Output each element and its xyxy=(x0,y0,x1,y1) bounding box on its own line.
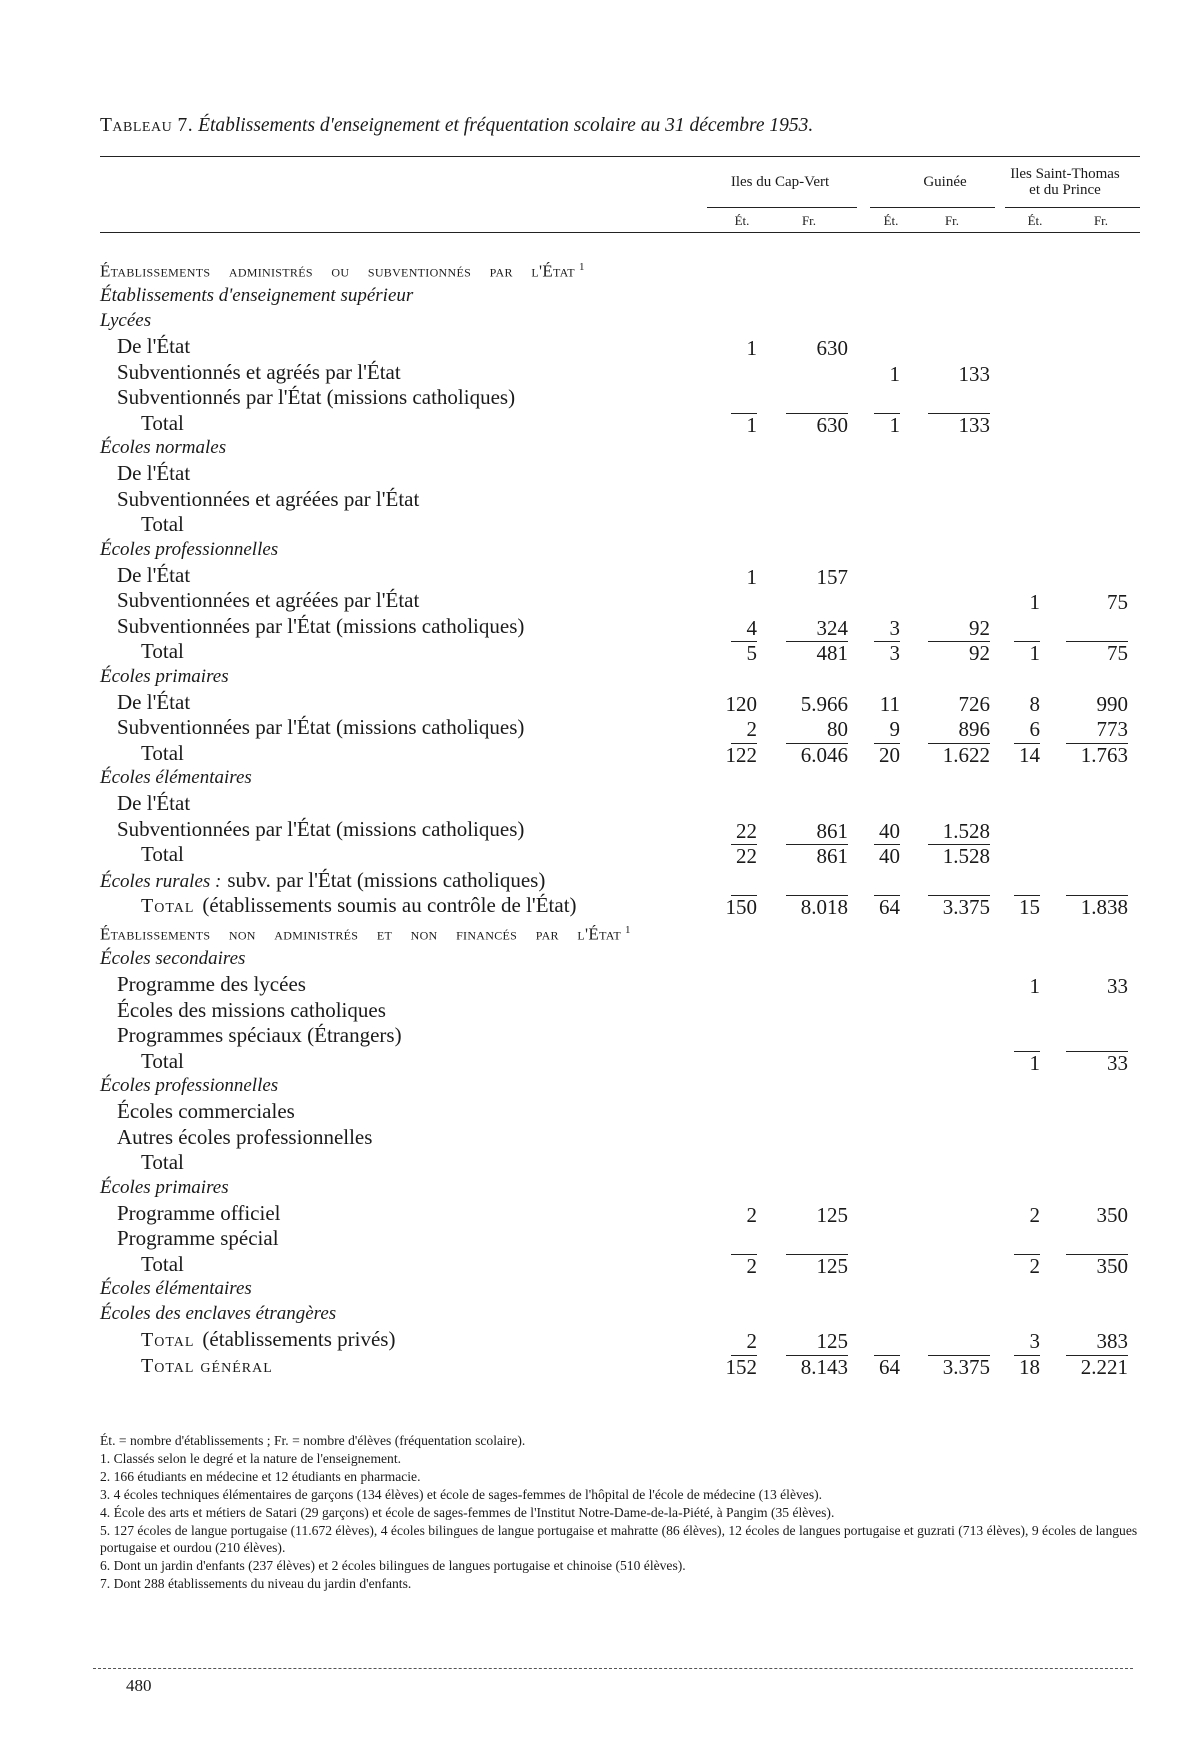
item-label: Subventionnées et agréées par l'État xyxy=(117,588,420,612)
cell-ét-3: 1 xyxy=(1029,590,1040,614)
total-label: Total xyxy=(141,1048,184,1073)
item-label: De l'État xyxy=(117,689,191,714)
cell-ét-2: 3 xyxy=(889,615,900,640)
cell-ét-2: 1 xyxy=(889,361,900,386)
cell-ét-2: 64 xyxy=(879,1354,900,1379)
cell-fr-3: 773 xyxy=(1096,717,1128,741)
cell-fr-1: 324 xyxy=(816,615,848,640)
cell-ét-3: 2 xyxy=(1029,1253,1040,1278)
cell-fr-1: 6.046 xyxy=(800,742,848,767)
footnote-ref: 1 xyxy=(625,924,631,936)
category-label-rest: subv. par l'État (missions catholiques) xyxy=(227,867,546,892)
cell-ét-3: 1 xyxy=(1029,641,1040,665)
category-label: Écoles professionnelles xyxy=(100,538,279,560)
cell-fr-2: 726 xyxy=(958,691,990,716)
footnote: 7. Dont 288 établissements du niveau du jardin d'enfants. xyxy=(100,1576,412,1591)
category-label: Lycées xyxy=(100,310,152,331)
item-label: De l'État xyxy=(117,334,191,358)
item-label: Subventionnés par l'État (missions catholiques) xyxy=(117,385,516,409)
page-number: 480 xyxy=(126,1676,152,1695)
item-label: Programmes spéciaux (Étrangers) xyxy=(117,1023,402,1047)
cell-fr-1: 5.966 xyxy=(800,691,848,716)
grand-total-word: Total xyxy=(141,1329,195,1351)
item-label: Subventionnées par l'État (missions catholiques) xyxy=(117,715,525,739)
category-label-italic: Écoles rurales : xyxy=(100,870,222,892)
cell-fr-2: 3.375 xyxy=(942,894,990,919)
cell-ét-3: 1 xyxy=(1029,1050,1040,1075)
category-label: Écoles primaires xyxy=(100,1176,229,1198)
cell-ét-2: 40 xyxy=(879,844,900,868)
sub-header-fr-2: Fr. xyxy=(944,213,960,228)
grand-total-word: Total xyxy=(141,894,195,917)
header-saint-thomas-1: Iles Saint-Thomas xyxy=(1010,166,1120,182)
cell-ét-2: 1 xyxy=(889,412,900,437)
cell-ét-2: 40 xyxy=(879,818,900,843)
section-label: Établissements administrés ou subventionnés par l'État xyxy=(100,261,575,281)
cell-ét-1: 120 xyxy=(725,691,757,716)
item-label: Écoles des missions catholiques xyxy=(117,997,386,1022)
cell-fr-3: 33 xyxy=(1107,1050,1128,1075)
cell-ét-2: 9 xyxy=(889,717,900,741)
item-label: Écoles commerciales xyxy=(117,1099,295,1123)
category-label: Écoles secondaires xyxy=(100,948,246,969)
cell-ét-1: 122 xyxy=(725,742,757,767)
item-label: Programme spécial xyxy=(117,1226,279,1250)
table-title-lead: Tableau 7. xyxy=(100,115,194,136)
cell-fr-1: 125 xyxy=(816,1202,848,1227)
cell-ét-1: 2 xyxy=(746,717,757,741)
cell-ét-1: 150 xyxy=(725,894,757,919)
item-label: De l'État xyxy=(117,461,191,485)
cell-fr-3: 75 xyxy=(1107,641,1128,665)
grand-total-qualifier: (établissements soumis au contrôle de l'État) xyxy=(202,892,577,917)
item-label: Subventionnées par l'État (missions catholiques) xyxy=(117,613,525,638)
footnote: 6. Dont un jardin d'enfants (237 élèves) et 2 écoles bilingues de langues portugaise et chinoise (510 élèves). xyxy=(100,1558,686,1573)
cell-ét-3: 3 xyxy=(1029,1329,1040,1353)
category-label: Écoles des enclaves étrangères xyxy=(100,1303,337,1324)
sub-header-et-1: Ét. xyxy=(734,213,750,228)
header-group-rule-3 xyxy=(1005,207,1140,208)
section-label: Établissements non administrés et non financés par l'État xyxy=(100,924,622,944)
cell-fr-1: 630 xyxy=(816,412,848,437)
cell-ét-1: 1 xyxy=(746,564,757,589)
cell-ét-1: 2 xyxy=(746,1329,757,1353)
grand-total-label xyxy=(141,1353,281,1380)
category-label: Écoles élémentaires xyxy=(100,1278,252,1299)
footnote-ref: 1 xyxy=(578,261,585,273)
cell-ét-1: 22 xyxy=(736,818,757,843)
cell-fr-1: 630 xyxy=(816,336,848,360)
cell-fr-2: 92 xyxy=(969,641,990,665)
table-title xyxy=(100,115,1140,137)
cell-fr-1: 481 xyxy=(816,641,848,665)
cell-fr-1: 861 xyxy=(816,844,848,868)
item-label: De l'État xyxy=(117,791,191,815)
item-label: Subventionnées par l'État (missions catholiques) xyxy=(117,816,525,841)
cell-fr-3: 75 xyxy=(1107,590,1128,614)
footnote: 5. 127 écoles de langue portugaise (11.672 élèves), 4 écoles bilingues de langue portugaise et mahratte (86 élèves), 12 écoles de langues portugaise et guzrati (713 élèves), 9 écoles de langues portugaise et ourdou (210 élèves). xyxy=(100,1523,1138,1555)
cell-fr-3: 990 xyxy=(1096,691,1128,716)
cell-ét-3: 15 xyxy=(1019,894,1040,919)
footnote: Ét. = nombre d'établissements ; Fr. = nombre d'élèves (fréquentation scolaire). xyxy=(100,1433,526,1448)
category-label: Écoles primaires xyxy=(100,665,229,687)
cell-fr-3: 33 xyxy=(1107,974,1128,998)
cell-fr-3: 2.221 xyxy=(1080,1354,1128,1379)
cell-ét-3: 2 xyxy=(1029,1202,1040,1227)
cell-fr-2: 896 xyxy=(958,717,990,741)
cell-fr-1: 8.143 xyxy=(800,1354,848,1379)
footnote: 1. Classés selon le degré et la nature de l'enseignement. xyxy=(100,1451,402,1466)
category-label: Écoles normales xyxy=(100,437,227,458)
total-label: Total xyxy=(141,740,184,765)
cell-fr-3: 1.763 xyxy=(1080,742,1128,767)
cell-ét-1: 2 xyxy=(746,1253,757,1278)
item-label: Subventionnées et agréées par l'État xyxy=(117,486,420,511)
cell-fr-2: 1.528 xyxy=(942,818,990,843)
total-label: Total xyxy=(141,410,184,435)
cell-ét-2: 11 xyxy=(879,691,900,716)
cell-fr-1: 125 xyxy=(816,1253,848,1278)
total-label: Total xyxy=(141,842,184,866)
cell-fr-2: 1.622 xyxy=(942,742,990,767)
cell-ét-3: 8 xyxy=(1029,691,1040,716)
grand-total-label xyxy=(141,1327,395,1354)
footnotes xyxy=(100,1432,1140,1593)
cell-ét-3: 6 xyxy=(1029,717,1040,741)
footnote: 4. École des arts et métiers de Satari (29 garçons) et école de sages-femmes de l'Institut Notre-Dame-de-la-Piété, à Pangim (35 élèves). xyxy=(100,1505,835,1520)
category-label: Écoles professionnelles xyxy=(100,1075,279,1096)
cell-fr-2: 3.375 xyxy=(942,1354,990,1379)
cell-fr-1: 861 xyxy=(816,818,848,843)
footnote: 2. 166 étudiants en médecine et 12 étudiants en pharmacie. xyxy=(100,1469,421,1484)
total-label: Total xyxy=(141,1150,184,1174)
item-label: Programme officiel xyxy=(117,1200,281,1225)
cell-ét-3: 1 xyxy=(1029,974,1040,998)
cell-ét-1: 1 xyxy=(746,336,757,360)
cell-fr-1: 8.018 xyxy=(800,894,848,919)
cell-ét-1: 152 xyxy=(725,1354,757,1379)
header-guinee: Guinée xyxy=(923,174,967,190)
item-label: Autres écoles professionnelles xyxy=(117,1124,373,1149)
header-saint-thomas-2: et du Prince xyxy=(1029,182,1101,198)
top-rule xyxy=(100,156,1140,157)
table-title-text: Établissements d'enseignement et fréquentation scolaire au 31 décembre 1953. xyxy=(198,115,814,136)
cell-ét-1: 2 xyxy=(746,1202,757,1227)
cell-fr-3: 1.838 xyxy=(1080,894,1128,919)
header-group-rule-1 xyxy=(707,207,857,208)
grand-total-qualifier: (établissements privés) xyxy=(202,1327,396,1351)
cell-ét-1: 1 xyxy=(746,412,757,437)
cell-fr-1: 125 xyxy=(816,1329,848,1353)
cell-fr-3: 350 xyxy=(1096,1253,1128,1278)
cell-fr-2: 133 xyxy=(958,361,990,386)
sub-header-et-3: Ét. xyxy=(1027,213,1043,228)
cell-fr-3: 350 xyxy=(1096,1202,1128,1227)
footnote: 3. 4 écoles techniques élémentaires de garçons (134 élèves) et école de sages-femmes de l'hôpital de l'école de médecine (13 élèves). xyxy=(100,1487,823,1502)
total-label: Total xyxy=(141,512,184,536)
sub-header-fr-1: Fr. xyxy=(801,213,817,228)
category-label xyxy=(100,868,545,895)
section-heading xyxy=(100,255,860,284)
cell-ét-1: 4 xyxy=(746,615,757,640)
item-label: De l'État xyxy=(117,562,191,587)
cell-ét-3: 18 xyxy=(1019,1354,1040,1379)
page-edge-rule xyxy=(93,1668,1133,1669)
cell-ét-2: 3 xyxy=(889,641,900,665)
sub-header-et-2: Ét. xyxy=(883,213,899,228)
header-bottom-rule xyxy=(100,232,1140,233)
sub-header-fr-3: Fr. xyxy=(1093,213,1109,228)
cell-fr-1: 157 xyxy=(816,564,848,589)
section-heading xyxy=(100,918,860,947)
grand-total-word: Total général xyxy=(141,1354,273,1377)
header-group-rule-2 xyxy=(870,207,995,208)
cell-ét-1: 5 xyxy=(746,641,757,665)
cell-fr-2: 133 xyxy=(958,412,990,437)
cell-ét-2: 64 xyxy=(879,894,900,919)
category-label: Établissements d'enseignement supérieur xyxy=(100,285,414,306)
cell-fr-2: 1.528 xyxy=(942,844,990,868)
cell-fr-1: 80 xyxy=(827,717,848,741)
category-label: Écoles élémentaires xyxy=(100,767,252,788)
cell-fr-3: 383 xyxy=(1096,1329,1128,1353)
cell-fr-2: 92 xyxy=(969,615,990,640)
item-label: Programme des lycées xyxy=(117,972,306,996)
total-label: Total xyxy=(141,639,184,663)
cell-ét-2: 20 xyxy=(879,742,900,767)
grand-total-label xyxy=(141,893,577,920)
item-label: Subventionnés et agréés par l'État xyxy=(117,359,401,384)
total-label: Total xyxy=(141,1251,184,1276)
cell-ét-1: 22 xyxy=(736,844,757,868)
cell-ét-3: 14 xyxy=(1019,742,1040,767)
header-cap-vert: Iles du Cap-Vert xyxy=(730,174,830,190)
